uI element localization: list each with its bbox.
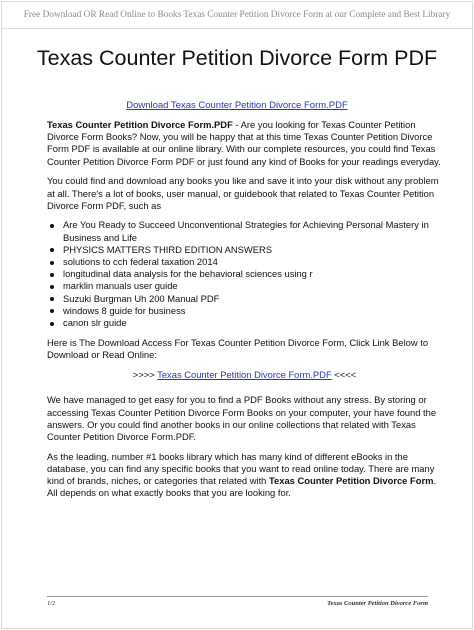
list-item <box>47 268 442 280</box>
list-item-text: canon slr guide <box>63 317 127 329</box>
bullet-icon <box>50 273 54 277</box>
list-item-text: solutions to cch federal taxation 2014 <box>63 256 218 268</box>
bullet-icon <box>50 248 54 252</box>
intro-bold-title: Texas Counter Petition Divorce Form.PDF <box>47 119 233 130</box>
read-online-link[interactable]: Texas Counter Petition Divorce Form.PDF <box>157 369 332 381</box>
footer-title: Texas Counter Petition Divorce Form <box>327 600 428 607</box>
list-item <box>47 256 442 268</box>
list-item <box>47 317 442 329</box>
list-item <box>47 219 442 243</box>
bullet-icon <box>50 285 54 289</box>
download-access-paragraph: Here is The Download Access For Texas Counter Petition Divorce Form, Click Link Below to Download or Read Online: <box>47 337 429 361</box>
header-banner: Free Download OR Read Online to Books Texas Counter Petition Divorce Form at our Complete and Best Library <box>23 10 451 20</box>
list-item <box>47 244 442 256</box>
book-list <box>47 219 442 329</box>
storage-paragraph: We have managed to get easy for you to find a PDF Books without any stress. By storing or accessing Texas Counter Petition Divorce Form Books on your computer, your have found the answers. Or you could find another books in our online collections that related with Texas Counter Petition Divorce Form.PDF. <box>47 394 437 442</box>
list-item <box>47 293 442 305</box>
page-number: 1/2 <box>47 600 56 607</box>
list-item-text: windows 8 guide for business <box>63 304 186 316</box>
list-item <box>47 280 442 292</box>
library-paragraph <box>47 451 442 500</box>
list-item-text: PHYSICS MATTERS THIRD EDITION ANSWERS <box>63 243 273 255</box>
library-tail: . All depends on what exactly books that you are looking for. <box>47 475 437 499</box>
list-item-text: longitudinal data analysis for the behavioral sciences using r <box>63 268 313 280</box>
list-item-text: Suzuki Burgman Uh 200 Manual PDF <box>63 292 220 304</box>
bullet-icon <box>50 322 54 326</box>
intro-text: - Are you looking for Texas Counter Petition Divorce Form Books? Now, you will be happy that at this time Texas Counter Petition Divorce Form PDF is available at our online library. With our complete resources, you could find Texas Counter Petition Divorce Form PDF or just found any kind of Books for your readings everyday. <box>47 119 441 167</box>
list-item <box>47 305 442 317</box>
access-suffix: <<<< <box>331 369 357 381</box>
page-title: Texas Counter Petition Divorce Form PDF <box>36 46 438 70</box>
library-text: As the leading, number #1 books library which has many kind of different eBooks in the database, you can find any specific books that you want to read online today. There are many kind of brands, niches, or categories that related with <box>47 450 435 487</box>
bullet-icon <box>50 224 54 228</box>
intro-paragraph <box>47 119 442 168</box>
bullet-icon <box>50 309 54 313</box>
books-intro-paragraph: You could find and download any books you like and save it into your disk without any problem at all. There's a lot of books, user manual, or guidebook that related to Texas Counter Petition Divorce Form PDF, such as <box>47 175 439 211</box>
access-line <box>47 369 442 381</box>
bullet-icon <box>50 297 54 301</box>
footer-divider <box>47 596 428 597</box>
library-bold-title: Texas Counter Petition Divorce Form <box>269 475 434 487</box>
list-item-text: marklin manuals user guide <box>63 280 178 292</box>
access-prefix: >>>> <box>132 369 158 381</box>
list-item-text: Are You Ready to Succeed Unconventional Strategies for Achieving Personal Mastery in Business and Life <box>63 219 429 243</box>
header-divider <box>2 28 472 29</box>
bullet-icon <box>50 261 54 265</box>
download-link[interactable]: Download Texas Counter Petition Divorce Form.PDF <box>126 100 348 111</box>
document-body <box>47 119 442 507</box>
